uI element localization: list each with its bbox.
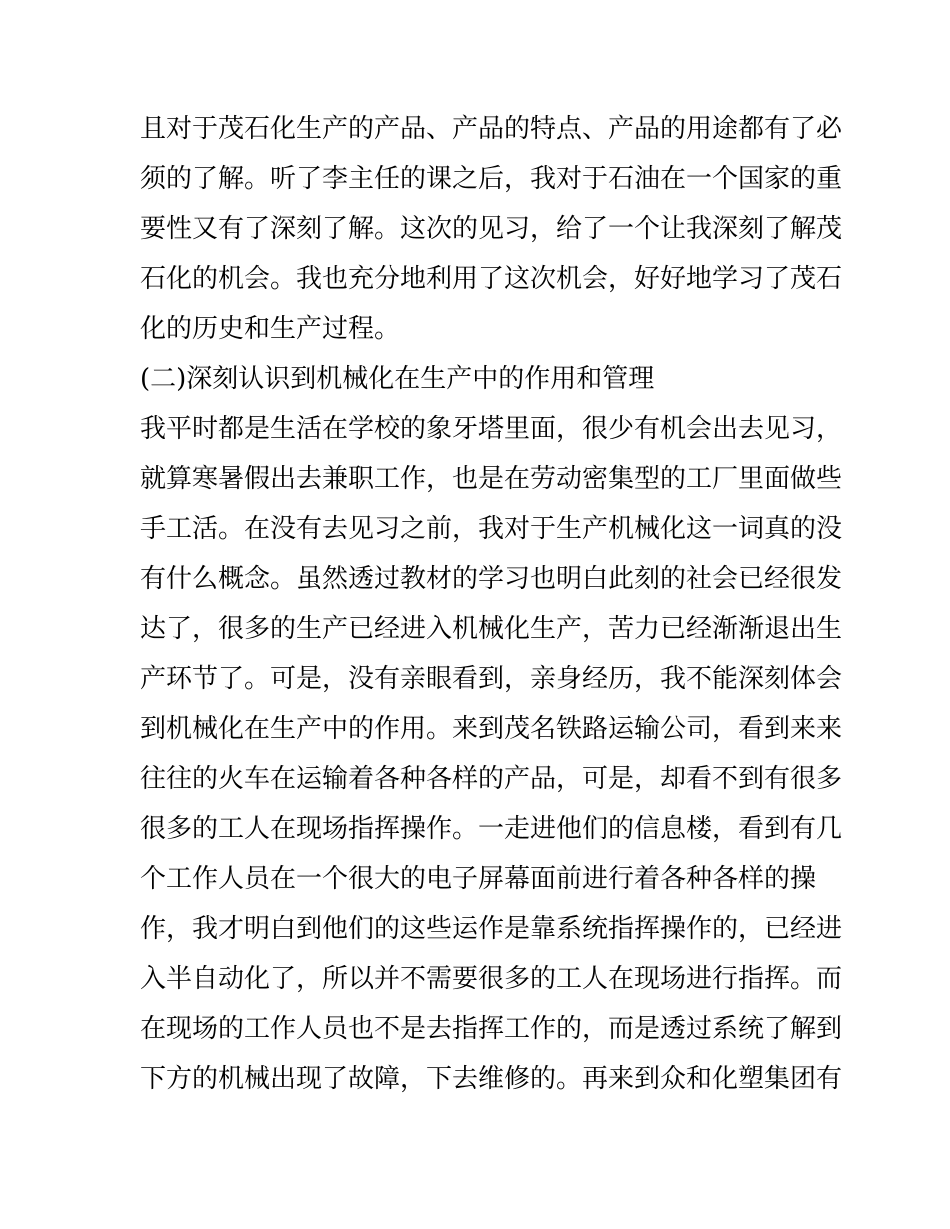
paragraph-line: 石化的机会。我也充分地利用了这次机会，好好地学习了茂石 <box>140 264 843 294</box>
paragraph-line: 须的了解。听了李主任的课之后，我对于石油在一个国家的重 <box>140 164 843 194</box>
paragraph-line: 个工作人员在一个很大的电子屏幕面前进行着各种各样的操 <box>140 864 817 894</box>
paragraph-line: 在现场的工作人员也不是去指挥工作的，而是透过系统了解到 <box>140 1014 843 1044</box>
paragraph-line: 达了，很多的生产已经进入机械化生产，苦力已经渐渐退出生 <box>140 614 843 644</box>
paragraph-line: 产环节了。可是，没有亲眼看到，亲身经历，我不能深刻体会 <box>140 664 843 694</box>
section-heading: (二)深刻认识到机械化在生产中的作用和管理 <box>140 364 655 394</box>
paragraph-line: 作，我才明白到他们的这些运作是靠系统指挥操作的，已经进 <box>140 914 843 944</box>
paragraph-line: 很多的工人在现场指挥操作。一走进他们的信息楼，看到有几 <box>140 814 843 844</box>
paragraph-line: 就算寒暑假出去兼职工作，也是在劳动密集型的工厂里面做些 <box>140 464 843 494</box>
paragraph-line: 要性又有了深刻了解。这次的见习，给了一个让我深刻了解茂 <box>140 214 843 244</box>
paragraph-line: 化的历史和生产过程。 <box>140 314 401 344</box>
paragraph-line: 手工活。在没有去见习之前，我对于生产机械化这一词真的没 <box>140 514 843 544</box>
paragraph-line: 到机械化在生产中的作用。来到茂名铁路运输公司，看到来来 <box>140 714 843 744</box>
paragraph-line: 且对于茂石化生产的产品、产品的特点、产品的用途都有了必 <box>140 114 843 144</box>
paragraph-line: 往往的火车在运输着各种各样的产品，可是，却看不到有很多 <box>140 764 843 794</box>
paragraph-line: 入半自动化了，所以并不需要很多的工人在现场进行指挥。而 <box>140 964 843 994</box>
document-body <box>140 104 843 1104</box>
paragraph-line: 下方的机械出现了故障，下去维修的。再来到众和化塑集团有 <box>140 1064 843 1094</box>
paragraph-line: 有什么概念。虽然透过教材的学习也明白此刻的社会已经很发 <box>140 564 843 594</box>
paragraph-line: 我平时都是生活在学校的象牙塔里面，很少有机会出去见习， <box>140 414 843 444</box>
